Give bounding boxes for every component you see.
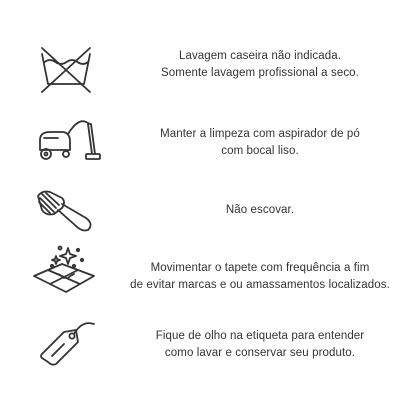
instruction-item-do-not-wash	[0, 36, 420, 100]
instruction-item-move-rug	[0, 238, 420, 302]
instruction-text	[112, 48, 408, 82]
instruction-line: Manter a limpeza com aspirador de pó	[160, 128, 360, 140]
vacuum-cleaner-icon	[28, 112, 104, 168]
do-not-wash-icon	[28, 40, 104, 96]
instruction-line: como lavar e conservar seu produto.	[164, 347, 356, 359]
instruction-line: Fique de olho na etiqueta para entender	[155, 330, 365, 342]
brush-icon	[28, 182, 104, 238]
tag-icon	[28, 314, 104, 370]
instruction-text	[112, 202, 408, 219]
instruction-item-check-tag	[0, 310, 420, 374]
instruction-line: Não escovar.	[225, 204, 295, 216]
instruction-line: Somente lavagem profissional a seco.	[161, 67, 359, 79]
instruction-text	[112, 126, 408, 160]
instruction-text	[112, 260, 408, 294]
instruction-text	[112, 328, 408, 362]
instruction-line: com bocal liso.	[221, 145, 299, 157]
sparkling-floor-icon	[28, 240, 104, 296]
instruction-line: Lavagem caseira não indicada.	[178, 50, 342, 62]
instruction-item-no-brush	[0, 180, 420, 244]
instruction-line: Movimentar o tapete com frequência a fim	[150, 262, 370, 274]
instruction-line: de evitar marcas e ou amassamentos localizados.	[130, 279, 390, 291]
instruction-item-vacuum	[0, 108, 420, 172]
